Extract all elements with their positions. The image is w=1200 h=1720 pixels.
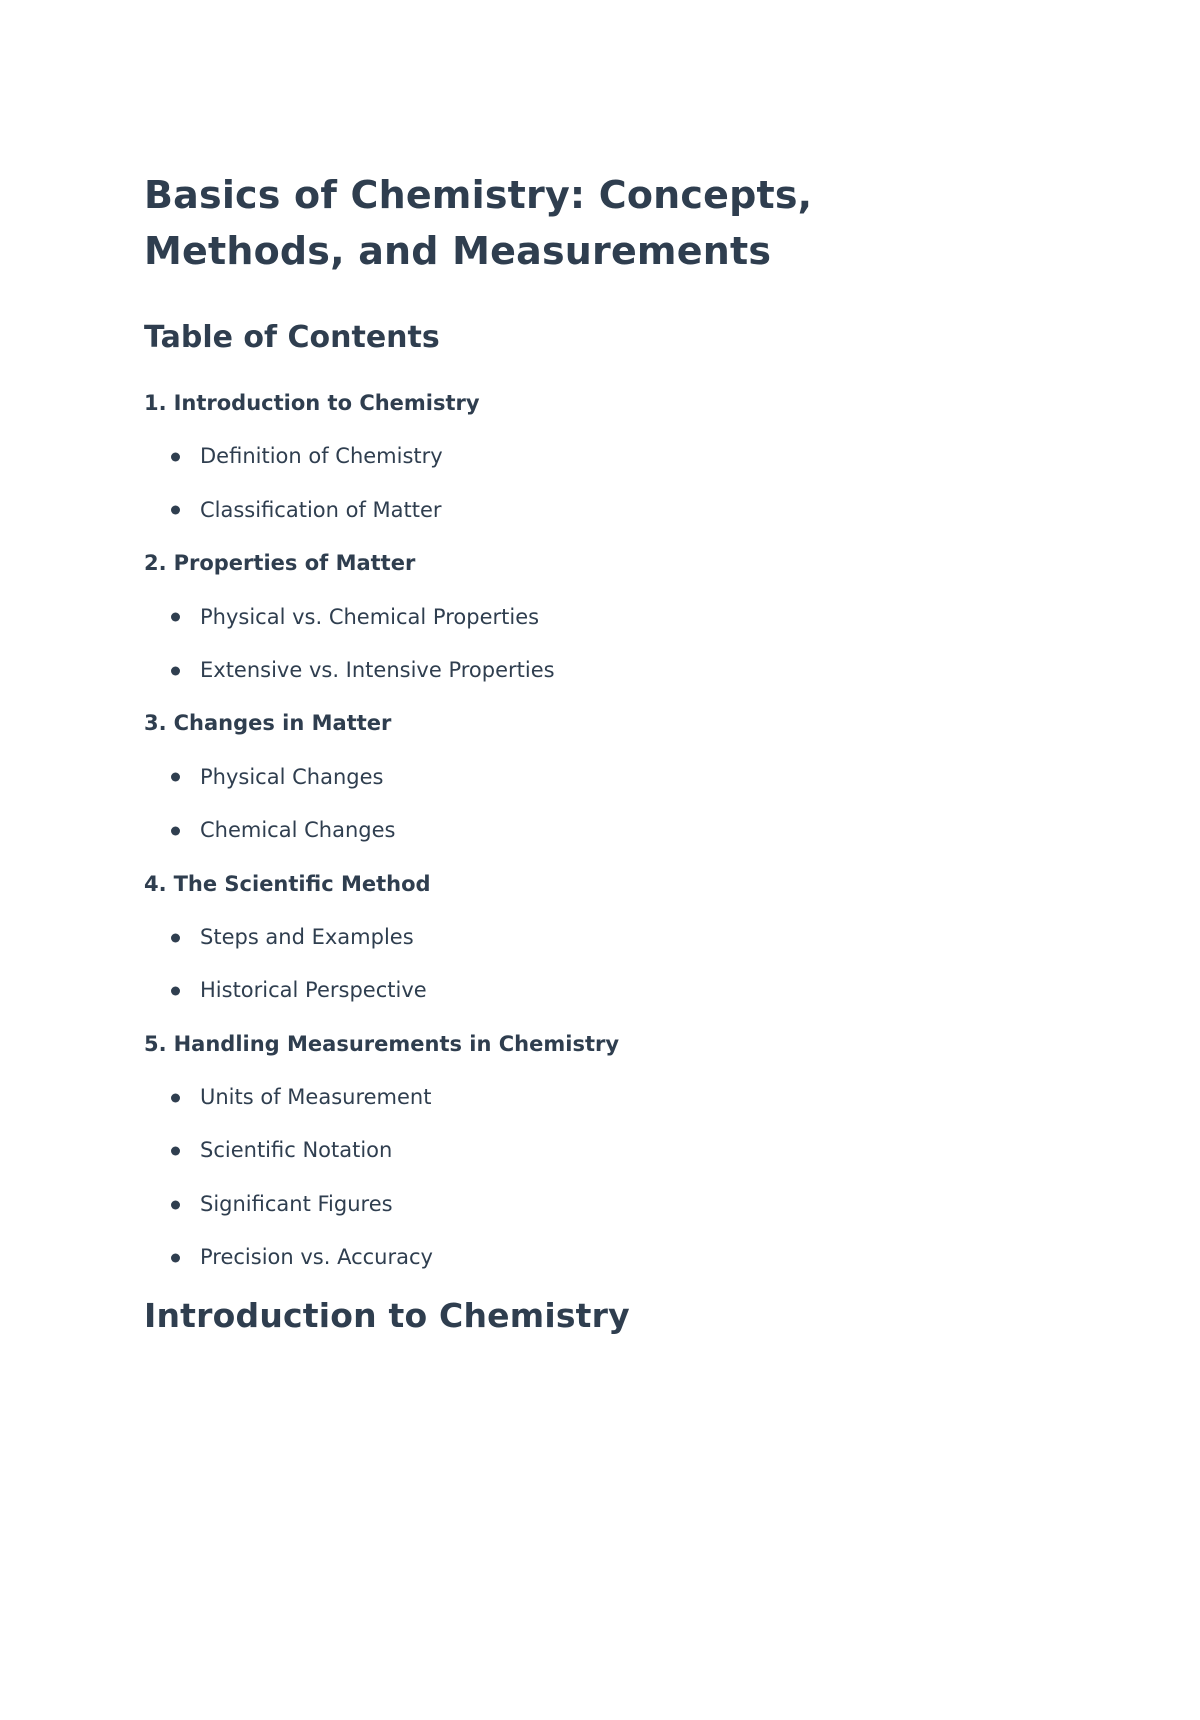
toc-subitem-label: Historical Perspective xyxy=(200,978,427,1003)
toc-list xyxy=(0,377,1200,1285)
bullet-icon xyxy=(171,986,180,995)
toc-subitem xyxy=(0,1178,1200,1231)
section-heading: Introduction to Chemistry xyxy=(144,1295,630,1335)
toc-item-number: 1. xyxy=(144,391,167,415)
bullet-icon xyxy=(171,1147,180,1156)
toc-subitem xyxy=(0,911,1200,964)
bullet-icon xyxy=(171,1093,180,1102)
toc-item-label: The Scientific Method xyxy=(173,871,431,896)
bullet-icon xyxy=(171,773,180,782)
toc-heading: Table of Contents xyxy=(144,320,440,355)
toc-item-label: Properties of Matter xyxy=(173,551,416,576)
toc-item-label: Changes in Matter xyxy=(173,711,392,736)
toc-subitem-label: Significant Figures xyxy=(200,1191,393,1216)
toc-item xyxy=(0,537,1200,590)
toc-subitem-label: Units of Measurement xyxy=(200,1085,432,1110)
toc-item xyxy=(0,1018,1200,1071)
toc-item-label: Introduction to Chemistry xyxy=(173,391,480,415)
bullet-icon xyxy=(171,933,180,942)
toc-subitem-label: Precision vs. Accuracy xyxy=(200,1245,433,1270)
toc-subitem xyxy=(0,804,1200,857)
bullet-icon xyxy=(171,1200,180,1209)
toc-subitem xyxy=(0,430,1200,483)
toc-subitem xyxy=(0,1124,1200,1177)
bullet-icon xyxy=(171,666,180,675)
toc-subitem xyxy=(0,484,1200,537)
toc-subitem xyxy=(0,591,1200,644)
toc-subitem-label: Chemical Changes xyxy=(200,818,396,843)
toc-subitem xyxy=(0,644,1200,697)
toc-subitem-label: Steps and Examples xyxy=(200,924,414,949)
bullet-icon xyxy=(171,613,180,622)
toc-item xyxy=(0,697,1200,750)
bullet-icon xyxy=(171,453,180,462)
toc-subitem-label: Physical vs. Chemical Properties xyxy=(200,604,540,629)
toc-subitem-label: Physical Changes xyxy=(200,764,384,789)
bullet-icon xyxy=(171,506,180,515)
toc-item-number: 5. xyxy=(144,1031,167,1056)
toc-item-label: Handling Measurements in Chemistry xyxy=(173,1031,620,1056)
bullet-icon xyxy=(171,1253,180,1262)
toc-subitem xyxy=(0,751,1200,804)
toc-item xyxy=(0,858,1200,911)
toc-item xyxy=(0,377,1200,430)
toc-subitem-label: Scientific Notation xyxy=(200,1138,393,1163)
toc-subitem-label: Classification of Matter xyxy=(200,497,442,522)
toc-subitem-label: Definition of Chemistry xyxy=(200,444,443,469)
toc-item-number: 2. xyxy=(144,551,167,576)
toc-subitem xyxy=(0,1231,1200,1284)
document-page xyxy=(0,167,1200,1720)
document-title: Basics of Chemistry: Concepts, Methods, and Measurements xyxy=(144,173,813,273)
toc-subitem-label: Extensive vs. Intensive Properties xyxy=(200,657,555,682)
bullet-icon xyxy=(171,826,180,835)
toc-item-number: 3. xyxy=(144,711,167,736)
toc-item-number: 4. xyxy=(144,871,167,896)
toc-subitem xyxy=(0,964,1200,1017)
toc-subitem xyxy=(0,1071,1200,1124)
